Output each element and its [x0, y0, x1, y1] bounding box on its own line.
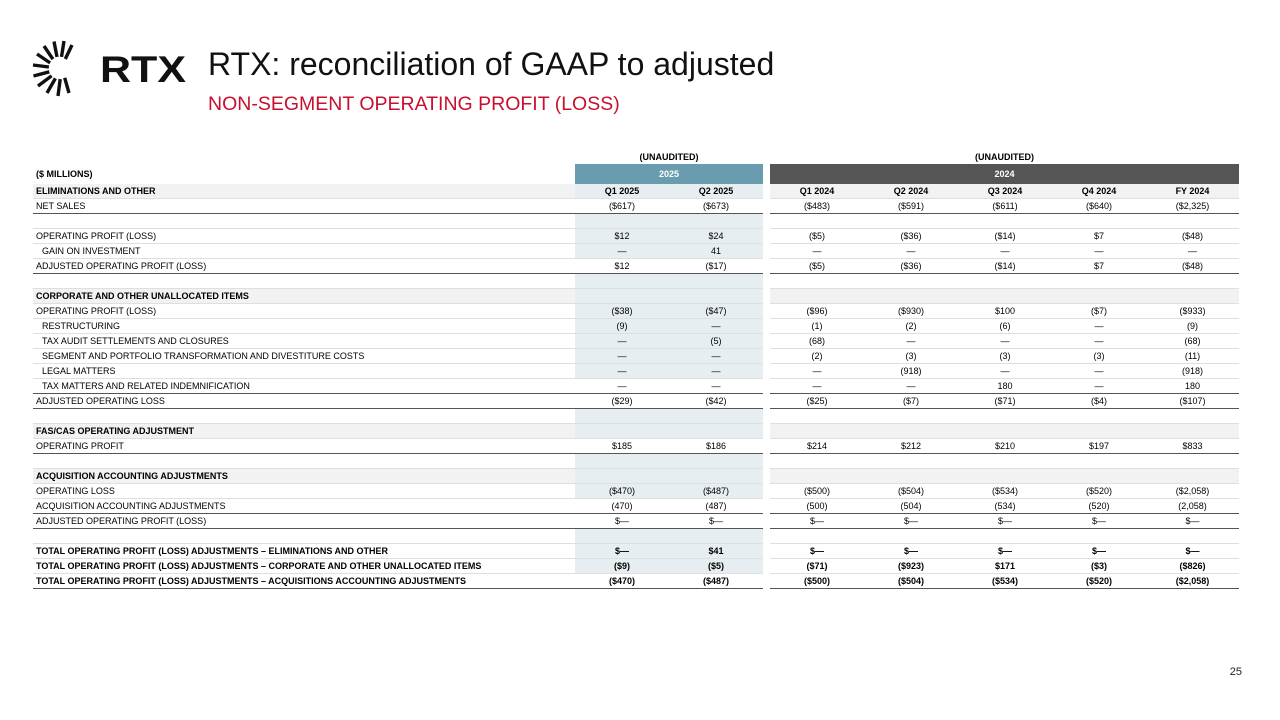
section-eliminations-title: ELIMINATIONS AND OTHER	[33, 184, 575, 199]
spacer-row	[33, 214, 1239, 229]
cell-value: —	[958, 244, 1052, 259]
cell-value: ($500)	[770, 574, 864, 589]
cell-value: ($504)	[864, 484, 958, 499]
page-title: RTX: reconciliation of GAAP to adjusted	[208, 46, 775, 82]
cell-value: —	[1052, 244, 1146, 259]
cell-value	[1052, 469, 1146, 484]
cell-value: —	[1052, 334, 1146, 349]
table-row	[33, 544, 1239, 559]
cell-value: $—	[1052, 544, 1146, 559]
col-q2-2024: Q2 2024	[864, 184, 958, 199]
cell-value: (2)	[770, 349, 864, 364]
cell-value: ($487)	[669, 574, 763, 589]
row-label: NET SALES	[33, 199, 575, 214]
cell-value: ($36)	[864, 229, 958, 244]
row-label: CORPORATE AND OTHER UNALLOCATED ITEMS	[33, 289, 575, 304]
col-q1-2024: Q1 2024	[770, 184, 864, 199]
cell-value: ($5)	[770, 259, 864, 274]
cell-value: —	[770, 364, 864, 379]
cell-value: ($487)	[669, 484, 763, 499]
cell-value: ($38)	[575, 304, 669, 319]
cell-value: —	[669, 379, 763, 394]
table-row	[33, 514, 1239, 529]
cell-value: —	[575, 334, 669, 349]
table-row	[33, 259, 1239, 274]
cell-value: ($3)	[1052, 559, 1146, 574]
row-label: OPERATING PROFIT (LOSS)	[33, 304, 575, 319]
cell-value	[770, 289, 864, 304]
cell-value: ($611)	[958, 199, 1052, 214]
unaudited-row	[33, 150, 1239, 164]
sunburst-icon	[33, 41, 72, 96]
cell-value	[958, 289, 1052, 304]
cell-value: 41	[669, 244, 763, 259]
row-label: OPERATING PROFIT (LOSS)	[33, 229, 575, 244]
cell-value: ($591)	[864, 199, 958, 214]
spacer-row	[33, 454, 1239, 469]
cell-value: —	[770, 244, 864, 259]
cell-value	[864, 469, 958, 484]
cell-value: ($933)	[1146, 304, 1239, 319]
table-row	[33, 229, 1239, 244]
cell-value: $—	[575, 544, 669, 559]
year-2024-header: 2024	[770, 164, 1239, 184]
cell-value: (470)	[575, 499, 669, 514]
col-q3-2024: Q3 2024	[958, 184, 1052, 199]
cell-value: $12	[575, 229, 669, 244]
column-header-row	[33, 184, 1239, 199]
row-label: LEGAL MATTERS	[33, 364, 575, 379]
cell-value: 180	[1146, 379, 1239, 394]
spacer-row	[33, 274, 1239, 289]
cell-value: ($25)	[770, 394, 864, 409]
logo-wordmark: RTX	[100, 49, 187, 90]
cell-value: (500)	[770, 499, 864, 514]
cell-value	[1052, 424, 1146, 439]
table-row	[33, 394, 1239, 409]
cell-value: (9)	[1146, 319, 1239, 334]
row-label: ADJUSTED OPERATING LOSS	[33, 394, 575, 409]
cell-value: $—	[770, 544, 864, 559]
row-label: ADJUSTED OPERATING PROFIT (LOSS)	[33, 259, 575, 274]
row-label: ACQUISITION ACCOUNTING ADJUSTMENTS	[33, 499, 575, 514]
cell-value: (918)	[1146, 364, 1239, 379]
col-q2-2025: Q2 2025	[669, 184, 763, 199]
cell-value: (3)	[1052, 349, 1146, 364]
cell-value	[770, 469, 864, 484]
cell-value: —	[1052, 319, 1146, 334]
table-row	[33, 334, 1239, 349]
row-label: TAX AUDIT SETTLEMENTS AND CLOSURES	[33, 334, 575, 349]
cell-value: (68)	[1146, 334, 1239, 349]
row-label: SEGMENT AND PORTFOLIO TRANSFORMATION AND DIVESTITURE COSTS	[33, 349, 575, 364]
cell-value: —	[864, 334, 958, 349]
cell-value: ($2,325)	[1146, 199, 1239, 214]
cell-value	[575, 469, 669, 484]
cell-value: $171	[958, 559, 1052, 574]
cell-value: $100	[958, 304, 1052, 319]
cell-value: —	[575, 349, 669, 364]
table-row	[33, 304, 1239, 319]
section-header-row	[33, 289, 1239, 304]
cell-value: $—	[1146, 544, 1239, 559]
cell-value: ($14)	[958, 259, 1052, 274]
page-number: 25	[1229, 666, 1242, 678]
cell-value: ($9)	[575, 559, 669, 574]
cell-value	[1146, 289, 1239, 304]
row-label: RESTRUCTURING	[33, 319, 575, 334]
row-label: TOTAL OPERATING PROFIT (LOSS) ADJUSTMENTS – ACQUISITIONS ACCOUNTING ADJUSTMENTS	[33, 574, 575, 589]
row-label: ACQUISITION ACCOUNTING ADJUSTMENTS	[33, 469, 575, 484]
col-q1-2025: Q1 2025	[575, 184, 669, 199]
cell-value: —	[669, 349, 763, 364]
cell-value: (1)	[770, 319, 864, 334]
year-2025-header: 2025	[575, 164, 763, 184]
cell-value: (487)	[669, 499, 763, 514]
cell-value: (2,058)	[1146, 499, 1239, 514]
row-label: GAIN ON INVESTMENT	[33, 244, 575, 259]
unaudited-2024-label: (UNAUDITED)	[770, 150, 1239, 164]
cell-value: ($673)	[669, 199, 763, 214]
cell-value: ($107)	[1146, 394, 1239, 409]
cell-value: $—	[669, 514, 763, 529]
unaudited-2025-label: (UNAUDITED)	[575, 150, 763, 164]
cell-value: ($930)	[864, 304, 958, 319]
cell-value: (5)	[669, 334, 763, 349]
section-header-row	[33, 424, 1239, 439]
cell-value: (918)	[864, 364, 958, 379]
cell-value: ($483)	[770, 199, 864, 214]
table-row	[33, 244, 1239, 259]
cell-value	[575, 424, 669, 439]
cell-value: (9)	[575, 319, 669, 334]
spacer-row	[33, 409, 1239, 424]
cell-value: $186	[669, 439, 763, 454]
cell-value: (3)	[864, 349, 958, 364]
cell-value: —	[669, 319, 763, 334]
cell-value	[958, 469, 1052, 484]
cell-value: —	[669, 364, 763, 379]
cell-value: ($534)	[958, 484, 1052, 499]
cell-value: ($48)	[1146, 259, 1239, 274]
cell-value: ($47)	[669, 304, 763, 319]
cell-value: —	[1146, 244, 1239, 259]
cell-value: $214	[770, 439, 864, 454]
cell-value: ($4)	[1052, 394, 1146, 409]
cell-value: $212	[864, 439, 958, 454]
cell-value	[958, 424, 1052, 439]
cell-value: $41	[669, 544, 763, 559]
table-row	[33, 439, 1239, 454]
cell-value: —	[958, 334, 1052, 349]
reconciliation-table	[33, 150, 1239, 589]
table-row	[33, 319, 1239, 334]
table-row	[33, 559, 1239, 574]
cell-value	[1146, 469, 1239, 484]
cell-value: ($71)	[958, 394, 1052, 409]
cell-value: (520)	[1052, 499, 1146, 514]
spacer-row	[33, 529, 1239, 544]
row-label: OPERATING LOSS	[33, 484, 575, 499]
cell-value: ($48)	[1146, 229, 1239, 244]
cell-value: ($534)	[958, 574, 1052, 589]
cell-value: 180	[958, 379, 1052, 394]
row-label: FAS/CAS OPERATING ADJUSTMENT	[33, 424, 575, 439]
row-label: OPERATING PROFIT	[33, 439, 575, 454]
cell-value: ($2,058)	[1146, 574, 1239, 589]
cell-value: ($14)	[958, 229, 1052, 244]
cell-value: ($96)	[770, 304, 864, 319]
cell-value: —	[575, 379, 669, 394]
table-row	[33, 349, 1239, 364]
rtx-logo	[28, 36, 188, 98]
cell-value: —	[958, 364, 1052, 379]
cell-value: —	[575, 244, 669, 259]
cell-value: $12	[575, 259, 669, 274]
cell-value: ($520)	[1052, 484, 1146, 499]
cell-value: $—	[864, 544, 958, 559]
table-row	[33, 379, 1239, 394]
cell-value: (11)	[1146, 349, 1239, 364]
cell-value: $7	[1052, 259, 1146, 274]
cell-value	[864, 289, 958, 304]
table-row	[33, 499, 1239, 514]
cell-value	[669, 424, 763, 439]
cell-value: (6)	[958, 319, 1052, 334]
cell-value: ($71)	[770, 559, 864, 574]
cell-value: ($29)	[575, 394, 669, 409]
cell-value: ($504)	[864, 574, 958, 589]
cell-value: $—	[770, 514, 864, 529]
cell-value: —	[864, 379, 958, 394]
cell-value: $24	[669, 229, 763, 244]
cell-value: ($7)	[1052, 304, 1146, 319]
cell-value: ($42)	[669, 394, 763, 409]
cell-value: —	[770, 379, 864, 394]
cell-value	[864, 424, 958, 439]
cell-value: $—	[864, 514, 958, 529]
cell-value: $—	[1052, 514, 1146, 529]
table-row	[33, 484, 1239, 499]
cell-value: ($923)	[864, 559, 958, 574]
cell-value: ($640)	[1052, 199, 1146, 214]
year-row	[33, 164, 1239, 184]
cell-value: $—	[958, 514, 1052, 529]
cell-value: (504)	[864, 499, 958, 514]
cell-value	[1052, 289, 1146, 304]
section-header-row	[33, 469, 1239, 484]
cell-value: ($36)	[864, 259, 958, 274]
cell-value: ($2,058)	[1146, 484, 1239, 499]
col-q4-2024: Q4 2024	[1052, 184, 1146, 199]
row-label: TAX MATTERS AND RELATED INDEMNIFICATION	[33, 379, 575, 394]
cell-value: ($470)	[575, 484, 669, 499]
cell-value: $185	[575, 439, 669, 454]
cell-value	[669, 289, 763, 304]
row-label: TOTAL OPERATING PROFIT (LOSS) ADJUSTMENTS – ELIMINATIONS AND OTHER	[33, 544, 575, 559]
cell-value: ($7)	[864, 394, 958, 409]
table-row	[33, 574, 1239, 589]
cell-value: ($520)	[1052, 574, 1146, 589]
cell-value	[1146, 424, 1239, 439]
cell-value: (2)	[864, 319, 958, 334]
cell-value: $197	[1052, 439, 1146, 454]
row-label: TOTAL OPERATING PROFIT (LOSS) ADJUSTMENTS – CORPORATE AND OTHER UNALLOCATED ITEMS	[33, 559, 575, 574]
cell-value: $—	[575, 514, 669, 529]
cell-value: ($500)	[770, 484, 864, 499]
cell-value: ($826)	[1146, 559, 1239, 574]
cell-value: —	[1052, 364, 1146, 379]
cell-value: $833	[1146, 439, 1239, 454]
page-subtitle: NON-SEGMENT OPERATING PROFIT (LOSS)	[208, 93, 620, 115]
row-label: ADJUSTED OPERATING PROFIT (LOSS)	[33, 514, 575, 529]
cell-value: $7	[1052, 229, 1146, 244]
cell-value: (3)	[958, 349, 1052, 364]
cell-value: ($17)	[669, 259, 763, 274]
cell-value: —	[1052, 379, 1146, 394]
cell-value	[575, 289, 669, 304]
cell-value: $—	[1146, 514, 1239, 529]
cell-value	[770, 424, 864, 439]
cell-value: (534)	[958, 499, 1052, 514]
cell-value: $—	[958, 544, 1052, 559]
table-row	[33, 364, 1239, 379]
cell-value: ($617)	[575, 199, 669, 214]
cell-value: ($5)	[669, 559, 763, 574]
cell-value: ($5)	[770, 229, 864, 244]
unit-label: ($ MILLIONS)	[36, 169, 93, 179]
table-row	[33, 199, 1239, 214]
cell-value	[669, 469, 763, 484]
cell-value: —	[864, 244, 958, 259]
col-fy-2024: FY 2024	[1146, 184, 1239, 199]
cell-value: ($470)	[575, 574, 669, 589]
cell-value: —	[575, 364, 669, 379]
cell-value: (68)	[770, 334, 864, 349]
cell-value: $210	[958, 439, 1052, 454]
